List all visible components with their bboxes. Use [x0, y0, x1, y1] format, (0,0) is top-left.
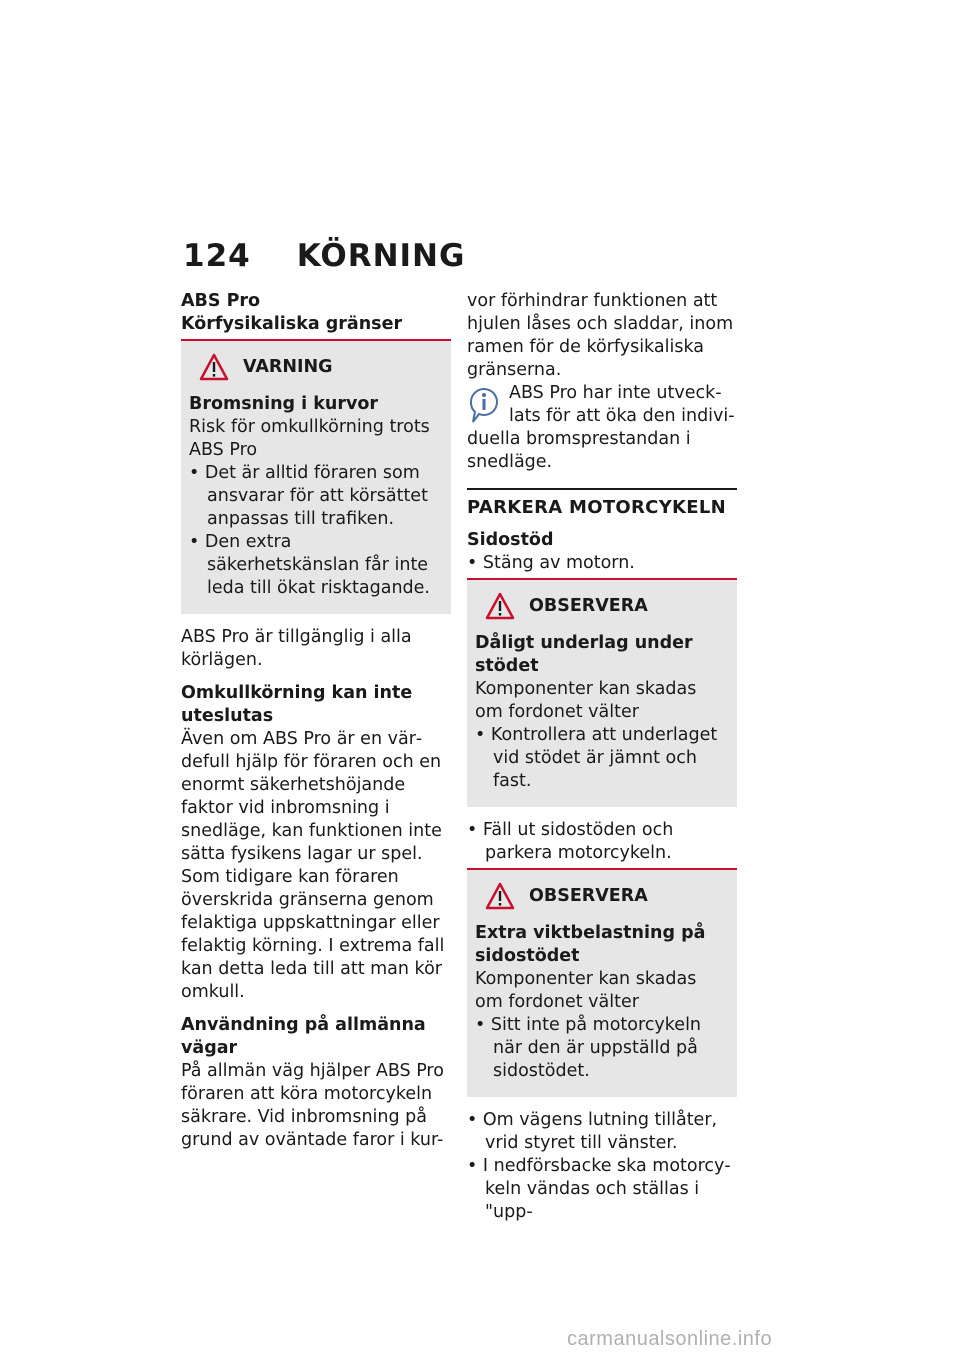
- warning-triangle-icon: [199, 353, 229, 381]
- paragraph-heading: Användning på allmänna vägar: [181, 1015, 426, 1058]
- warning-bullet: • Det är alltid föraren som ansvarar för att körsättet anpassas till trafiken.: [189, 463, 428, 529]
- paragraph: På allmän väg hjälper ABS Pro föraren att köra motorcykeln säkrare. Vid inbromsning på grund av oväntade faror i kur-: [181, 1061, 444, 1150]
- left-column: [181, 290, 451, 1152]
- bullet-item: • Fäll ut sidostöden och parkera motorcykeln.: [467, 820, 674, 863]
- black-rule: [467, 488, 737, 490]
- paragraph: Även om ABS Pro är en värdefull hjälp för föraren och en enormt säkerhetshöjande faktor vid inbromsning i snedläge, kan funktionen inte sätta fysikens lagar ur spel. Som tidigare kan föraren överskrida gränserna genom felaktiga uppskattningar eller felaktig körning. I extrema fall kan detta leda till att man kör omkull.: [181, 729, 445, 1002]
- right-column: [467, 290, 737, 1224]
- warning-box: [181, 341, 451, 614]
- section-title: PARKERA MOTORCYKELN: [467, 497, 727, 518]
- notice-box: [467, 870, 737, 1097]
- warning-triangle-icon: [485, 592, 515, 620]
- bullet-item: • Om vägens lutning tillåter, vrid styret till vänster.: [467, 1110, 718, 1153]
- warning-header: [199, 353, 443, 381]
- info-text: ABS Pro har inte utvecklats för att öka den individuella bromsprestandan i snedläge.: [467, 383, 735, 472]
- page-header: [183, 238, 465, 274]
- subsection-heading: Sidostöd: [467, 530, 554, 550]
- paragraph: ABS Pro är tillgänglig i alla körlägen.: [181, 627, 412, 670]
- section-heading: ABS Pro: [181, 291, 261, 311]
- warning-heading: Bromsning i kurvor: [189, 394, 379, 414]
- notice-bullet: • Kontrollera att underlaget vid stödet är jämnt och fast.: [475, 725, 718, 791]
- bullet-item: • Stäng av motorn.: [467, 553, 635, 573]
- watermark: carmanualsonline.info: [567, 1328, 773, 1350]
- paragraph-heading: Omkullkörning kan inte uteslutas: [181, 683, 413, 726]
- notice-heading: Dåligt underlag under stödet: [475, 633, 693, 676]
- warning-text: Risk för omkullkörning trots ABS Pro: [189, 417, 430, 460]
- notice-text: Komponenter kan skadas om fordonet välter: [475, 679, 697, 722]
- warning-label: VARNING: [243, 356, 333, 377]
- notice-box: [467, 580, 737, 807]
- info-note: [467, 382, 737, 474]
- paragraph: vor förhindrar funktionen att hjulen låses och sladdar, inom ramen för de körfysikaliska gränserna.: [467, 291, 734, 380]
- info-icon: [467, 384, 501, 424]
- notice-label: OBSERVERA: [529, 885, 648, 906]
- notice-header: [485, 592, 729, 620]
- notice-header: [485, 882, 729, 910]
- subsection-heading: Körfysikaliska gränser: [181, 314, 403, 334]
- page-number: 124: [183, 238, 251, 274]
- notice-text: Komponenter kan skadas om fordonet välter: [475, 969, 697, 1012]
- notice-label: OBSERVERA: [529, 595, 648, 616]
- notice-bullet: • Sitt inte på motorcykeln när den är uppställd på sidostödet.: [475, 1015, 702, 1081]
- bullet-item: • I nedförsbacke ska motorcykeln vändas och ställas i "upp-: [467, 1156, 731, 1222]
- warning-triangle-icon: [485, 882, 515, 910]
- warning-bullet: • Den extra säkerhetskänslan får inte leda till ökat risktagande.: [189, 532, 430, 598]
- notice-heading: Extra viktbelastning på sidostödet: [475, 923, 706, 966]
- chapter-title: KÖRNING: [296, 238, 466, 274]
